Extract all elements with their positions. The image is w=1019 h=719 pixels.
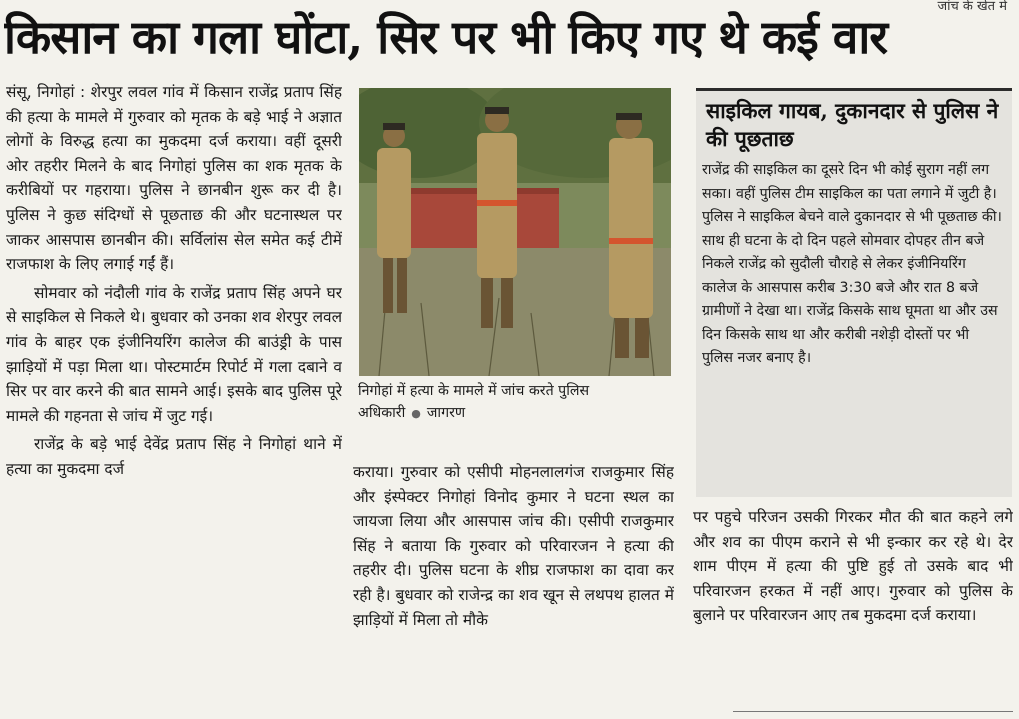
story-paragraph-2: सोमवार को नंदौली गांव के राजेंद्र प्रताप सिंह अपने घर से साइकिल से निकले थे। बुधवार को उनका शव शेरपुर लवल गांव के बाहर एक इंजीनियरिंग कालेज की बाउंड्री के पास झाड़ियों में पड़ा मिला था। पोस्टमार्टम रिपोर्ट में गला दबाने व सिर पर वार करने की बात सामने आई। इसके बाद पुलिस पूरे मामले की गहनता से जांच में जुट गई।	[6, 283, 342, 425]
news-photo	[359, 88, 671, 376]
story-column-1	[6, 80, 342, 716]
sidebar-box	[696, 88, 1012, 497]
story-col3-text: पर पहुचे परिजन उसकी गिरकर मौत की बात कहने लगे और शव का पीएम कराने से भी इन्कार कर रहे थे। देर शाम पीएम में हत्या की पुष्टि हुई तो उसके बाद भी परिवारजन हरकत में नहीं आए। गुरुवार को पुलिस के बुलाने पर परिवारजन आए तब मुकदमा दर्ज कराया।	[693, 508, 1013, 625]
police-at-scene-photo	[359, 88, 671, 376]
bullet-icon: ●	[411, 407, 421, 420]
story-column-2	[353, 460, 674, 716]
story-paragraph-3: राजेंद्र के बड़े भाई देवेंद्र प्रताप सिंह ने निगोहां थाने में हत्या का मुकदमा दर्ज	[6, 435, 342, 478]
headline: किसान का गला घोंटा, सिर पर भी किए गए थे कई वार	[4, 10, 888, 64]
story-column-3	[693, 505, 1013, 716]
cut-off-top-text: जांच के खेत मे	[937, 0, 1007, 14]
story-paragraph-1: संसू, निगोहां : शेरपुर लवल गांव में किसान राजेंद्र प्रताप सिंह की हत्या के मामले में गुरुवार को मृतक के बड़े भाई ने अज्ञात लोगों के विरुद्ध हत्या का मुकदमा दर्ज कराया। वहीं दूसरी ओर तहरीर मिलने के बाद निगोहां पुलिस का शक मृतक के करीबियों पर गहराया। पुलिस ने छानबीन शुरू कर दी है। पुलिस ने कुछ संदिग्धों से पूछताछ की और घटनास्थल पर जाकर आसपास छानबीन की। सर्विलांस सेल समेत कई टीमें राजफाश के लिए लगाई गईं हैं।	[6, 83, 342, 274]
sidebar-body: राजेंद्र की साइकिल का दूसरे दिन भी कोई सुराग नहीं लग सका। वहीं पुलिस टीम साइकिल का पता लगाने में जुटी है। पुलिस ने साइकिल बेचने वाले दुकानदार से भी पूछताछ की। साथ ही घटना के दो दिन पहले सोमवार दोपहर तीन बजे निकले राजेंद्र को सुदौली चौराहे से लेकर इंजीनियरिंग कालेज के आसपास करीब 3:30 बजे और रात 8 बजे ग्रामीणों ने देखा था। राजेंद्र किसके साथ घूमता था और उस दिन किसके साथ था और करीबी नशेड़ी दोस्तों पर भी पुलिस नजर बनाए है।	[702, 162, 1002, 366]
sidebar-title: साइकिल गायब, दुकानदार से पुलिस ने की पूछताछ	[706, 98, 999, 151]
story-col2-text: कराया। गुरुवार को एसीपी मोहनलालगंज राजकुमार सिंह और इंस्पेक्टर निगोहां विनोद कुमार ने घटना स्थल का जायजा लिया और आसपास जांच की। एसीपी राजकुमार सिंह ने बताया कि गुरुवार को परिवारजन ने हत्या की तहरीर दी। पुलिस घटना के शीघ्र राजफाश का दावा कर रही है। बुधवार को राजेन्द्र का शव खून से लथपथ हालत में झाड़ियों में मिला तो मौके	[353, 463, 674, 629]
bottom-rule	[733, 711, 1013, 712]
photo-credit: जागरण	[426, 405, 466, 421]
photo-caption	[358, 380, 678, 425]
caption-text: निगोहां में हत्या के मामले में जांच करते पुलिस अधिकारी	[358, 383, 590, 421]
